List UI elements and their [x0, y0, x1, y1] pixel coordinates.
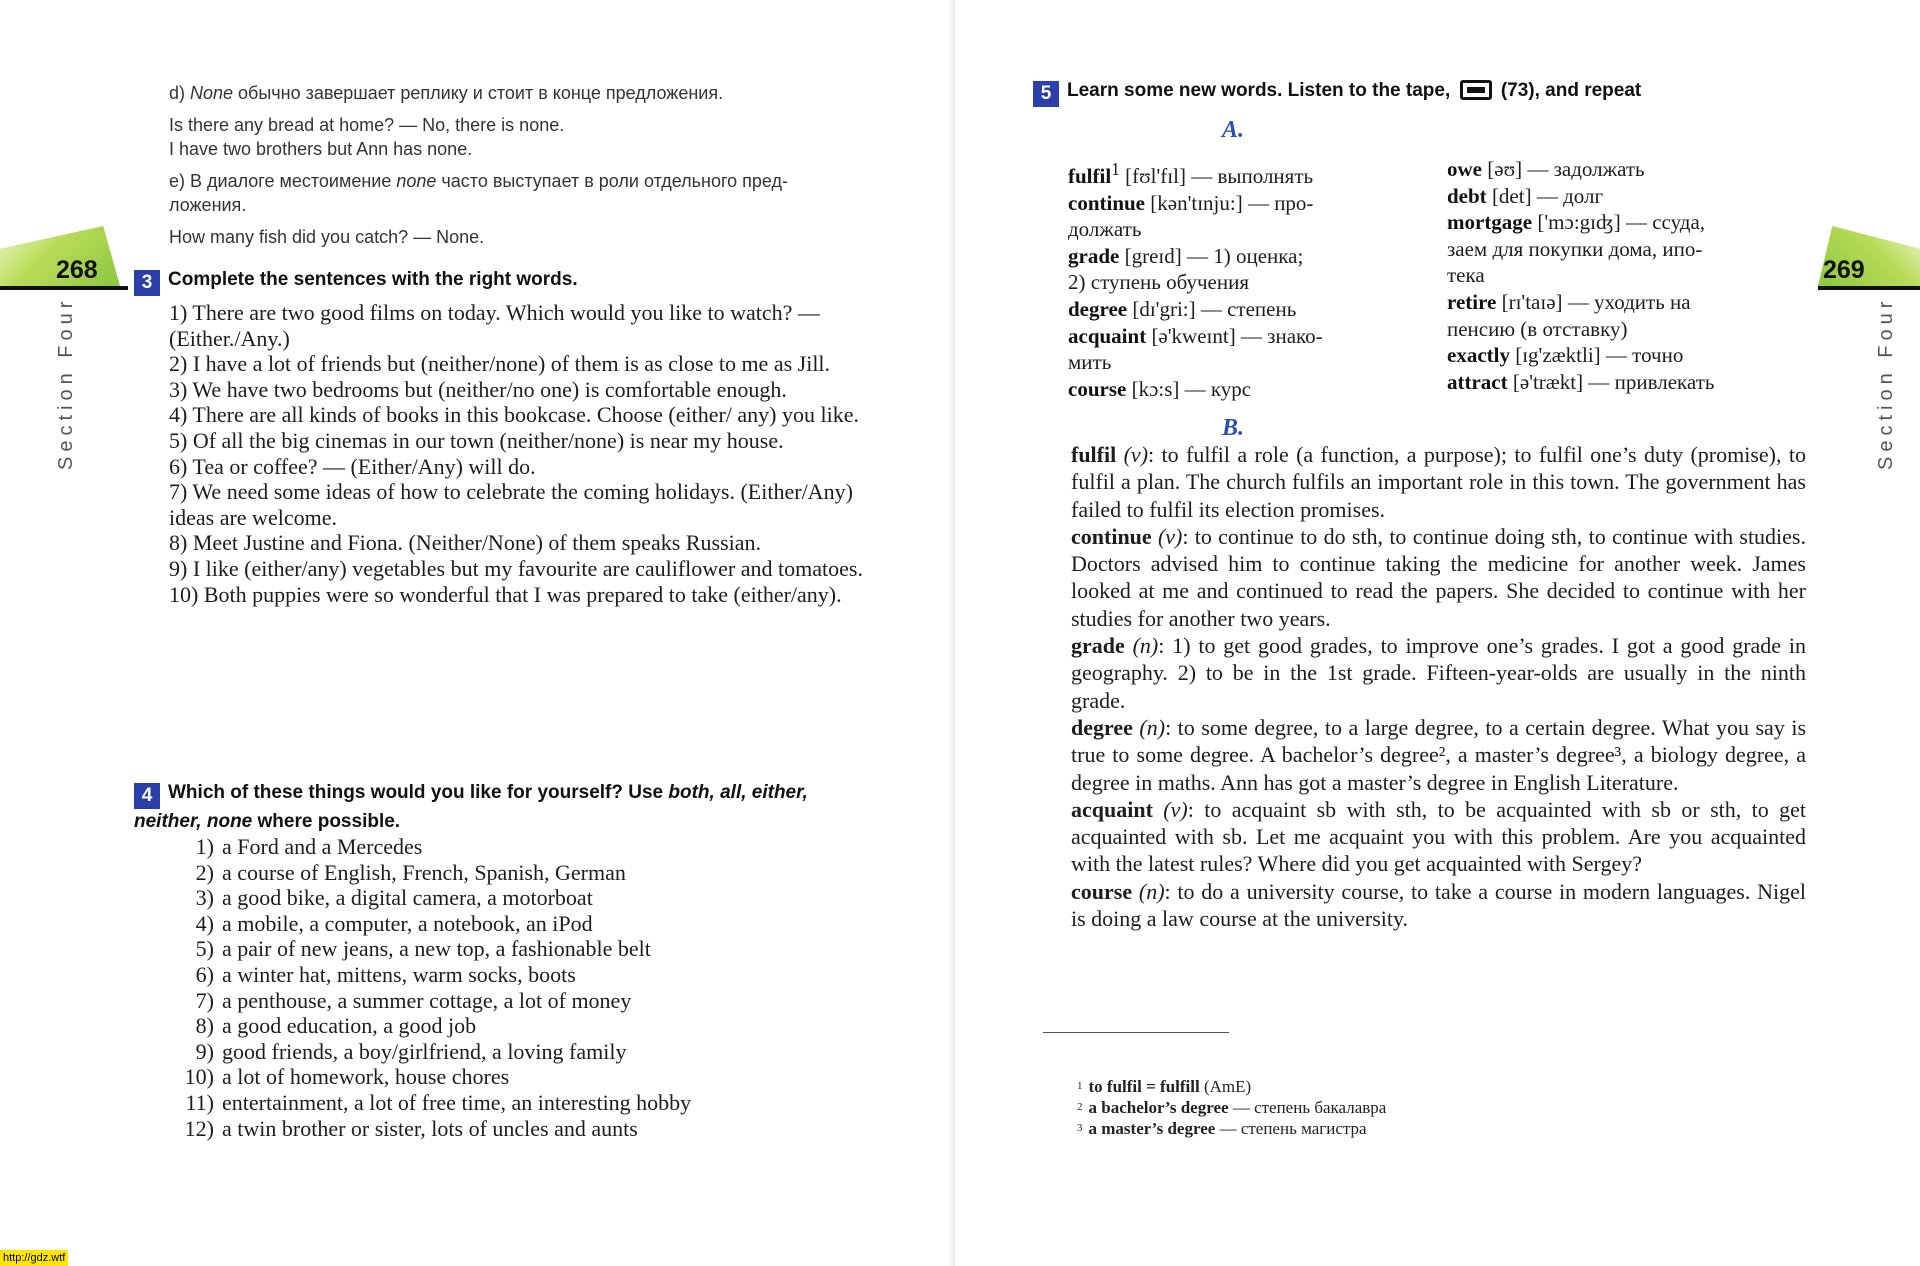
list-item: 8) a good education, a good job — [195, 1013, 477, 1039]
exercise-4-heading: 4 Which of these things would you like for yourself? Use both, all, either, neither, none where possible. — [134, 782, 808, 832]
vocab-entry: мить — [1068, 350, 1112, 375]
page-number-left: 268 — [56, 256, 98, 284]
note-d-example-2: I have two brothers but Ann has none. — [169, 139, 473, 159]
exercise-3-title: Complete the sentences with the right words. — [168, 269, 578, 290]
group-b-label: B. — [1222, 415, 1245, 441]
page-tab-line-left — [0, 286, 128, 290]
definition-entry: grade (n): 1) to get good grades, to improve one’s grades. I got a good grade in geography. 2) to be in the 1st grade. Fifteen-year-olds are usually in the ninth grade. — [1071, 633, 1806, 713]
list-item: 8) Meet Justine and Fiona. (Neither/None) of them speaks Russian. — [169, 530, 762, 556]
exercise-4-list — [180, 834, 691, 1141]
list-item: 12) a twin brother or sister, lots of uncles and aunts — [184, 1115, 638, 1141]
exercise-5-heading: 5 Learn some new words. Listen to the tape, (73), and repeat — [1033, 80, 1641, 107]
list-item: 5) Of all the big cinemas in our town (neither/none) is near my house. — [169, 427, 784, 453]
list-item: 10) Both puppies were so wonderful that I was prepared to take (either/any). — [169, 581, 842, 607]
group-a-label: A. — [1222, 117, 1245, 143]
list-item: 11) entertainment, a lot of free time, an interesting hobby — [185, 1089, 692, 1115]
vocab-entry: attract [ə'trækt] — привлекать — [1447, 369, 1715, 394]
vocab-column-2 — [1447, 156, 1797, 395]
cassette-tape-icon — [1460, 80, 1492, 100]
vocab-entry: acquaint [ə'kweɪnt] — знако- — [1068, 323, 1323, 348]
watermark-link[interactable]: http://gdz.wtf — [0, 1250, 68, 1266]
exercise-3-number: 3 — [134, 270, 160, 296]
list-item: 1) There are two good films on today. Which would you like to watch? — (Either./Any.) — [169, 300, 820, 351]
section-label-right: Section Four — [1875, 296, 1897, 470]
footnotes — [1077, 1076, 1386, 1139]
list-item: 6) a winter hat, mittens, warm socks, boots — [195, 961, 576, 987]
footnote: $^2$ a bachelor’s degree — степень бакалавра — [1077, 1098, 1387, 1117]
vocab-entry: grade [greɪd] — 1) оценка; — [1068, 243, 1304, 268]
definition-entry: fulfil (v): to fulfil a role (a function, a purpose); to fulfil one’s duty (promise), to fulfil a plan. The church fulfils an important role in this town. The government has failed to fulfil its election promises. — [1071, 442, 1806, 522]
vocab-entry: course [kɔ:s] — курс — [1068, 376, 1252, 401]
vocab-entry: 2) ступень обучения — [1068, 270, 1249, 295]
list-item: 5) a pair of new jeans, a new top, a fashionable belt — [195, 936, 651, 962]
list-item: 2) I have a lot of friends but (neither/none) of them is as close to me as Jill. — [169, 351, 831, 377]
section-label-left: Section Four — [55, 296, 77, 470]
vocab-entry: exactly [ɪg'zæktli] — точно — [1447, 343, 1684, 368]
exercise-3-list — [169, 300, 894, 607]
list-item: 1) a Ford and a Mercedes — [195, 834, 423, 859]
list-item: 10) a lot of homework, house chores — [184, 1064, 510, 1090]
list-item: 6) Tea or coffee? — (Either/Any) will do. — [169, 453, 536, 479]
vocab-entry: continue [kən'tɪnju:] — про- — [1068, 190, 1314, 215]
definition-entry: degree (n): to some degree, to a large degree, to a certain degree. What you say is true to some degree. A bachelor’s degree², a master’s degree³, a biology degree, a degree in maths. Ann has got a master’s degree in English Literature. — [1071, 714, 1806, 795]
vocab-column-1 — [1068, 156, 1393, 402]
vocab-entry: тека — [1447, 263, 1485, 288]
list-item: 4) a mobile, a computer, a notebook, an iPod — [195, 910, 593, 936]
note-e: e) В диалоге местоимение none часто выступает в роли отдельного пред- ложения. — [169, 171, 789, 215]
vocab-entry: mortgage ['mɔ:gɪʤ] — ссуда, — [1447, 210, 1706, 235]
footnote: $^3$ a master’s degree — степень магистра — [1077, 1119, 1367, 1138]
page-tab-line-right — [1818, 286, 1920, 290]
list-item: 2) a course of English, French, Spanish, German — [195, 859, 626, 885]
left-page — [0, 0, 955, 1266]
vocab-entry: fulfil$^1$ [fʊl'fɪl] — выполнять — [1068, 159, 1314, 188]
definitions — [1071, 441, 1806, 932]
definition-entry: course (n): to do a university course, to take a course in modern languages. Nigel is doing a law course at the university. — [1071, 878, 1806, 932]
exercise-3-heading — [134, 269, 578, 296]
definition-entry: continue (v): to continue to do sth, to continue doing sth, to continue with studies. Doctors advised him to continue taking the medicine for another week. James looked at me and continued to read the papers. She decided to continue with her studies for another two years. — [1071, 523, 1806, 631]
list-item: 7) We need some ideas of how to celebrate the coming holidays. (Either/Any) ideas are welcome. — [169, 479, 853, 530]
vocab-entry: пенсию (в отставку) — [1447, 316, 1628, 341]
list-item: 3) a good bike, a digital camera, a motorboat — [195, 885, 593, 911]
definition-entry: acquaint (v): to acquaint sb with sth, to be acquainted with sb or sth, to get acquainted with sb. Let me acquaint you with this problem. Are you acquainted with the latest rules? Where did you get acquainted with Sergey? — [1071, 796, 1807, 877]
list-item: 3) We have two bedrooms but (neither/no one) is comfortable enough. — [169, 376, 787, 402]
exercise-5-number: 5 — [1033, 81, 1059, 107]
page-number-right: 269 — [1823, 256, 1865, 284]
note-e-example-1: How many fish did you catch? — None. — [169, 227, 485, 247]
vocab-entry: должать — [1068, 217, 1142, 242]
note-d: d) None обычно завершает реплику и стоит в конце предложения. — [169, 83, 724, 103]
note-d-example-1: Is there any bread at home? — No, there is none. — [169, 115, 565, 135]
list-item: 4) There are all kinds of books in this bookcase. Choose (either/ any) you like. — [169, 402, 859, 428]
list-item: 9) good friends, a boy/girlfriend, a loving family — [195, 1038, 627, 1064]
vocab-entry: retire [rɪ'taɪə] — уходить на — [1447, 289, 1691, 314]
vocab-entry: degree [dɪ'gri:] — степень — [1068, 296, 1297, 321]
list-item: 9) I like (either/any) vegetables but my favourite are cauliflower and tomatoes. — [169, 555, 863, 581]
exercise-4-number: 4 — [134, 783, 160, 809]
footnote-divider — [1043, 1032, 1229, 1033]
vocab-entry: заем для покупки дома, ипо- — [1447, 236, 1703, 261]
vocab-entry: owe [əʊ] — задолжать — [1447, 157, 1645, 181]
vocab-entry: debt [det] — долг — [1447, 183, 1604, 208]
list-item: 7) a penthouse, a summer cottage, a lot of money — [195, 987, 632, 1013]
footnote: $^1$ to fulfil = fulfill (AmE) — [1077, 1077, 1252, 1096]
